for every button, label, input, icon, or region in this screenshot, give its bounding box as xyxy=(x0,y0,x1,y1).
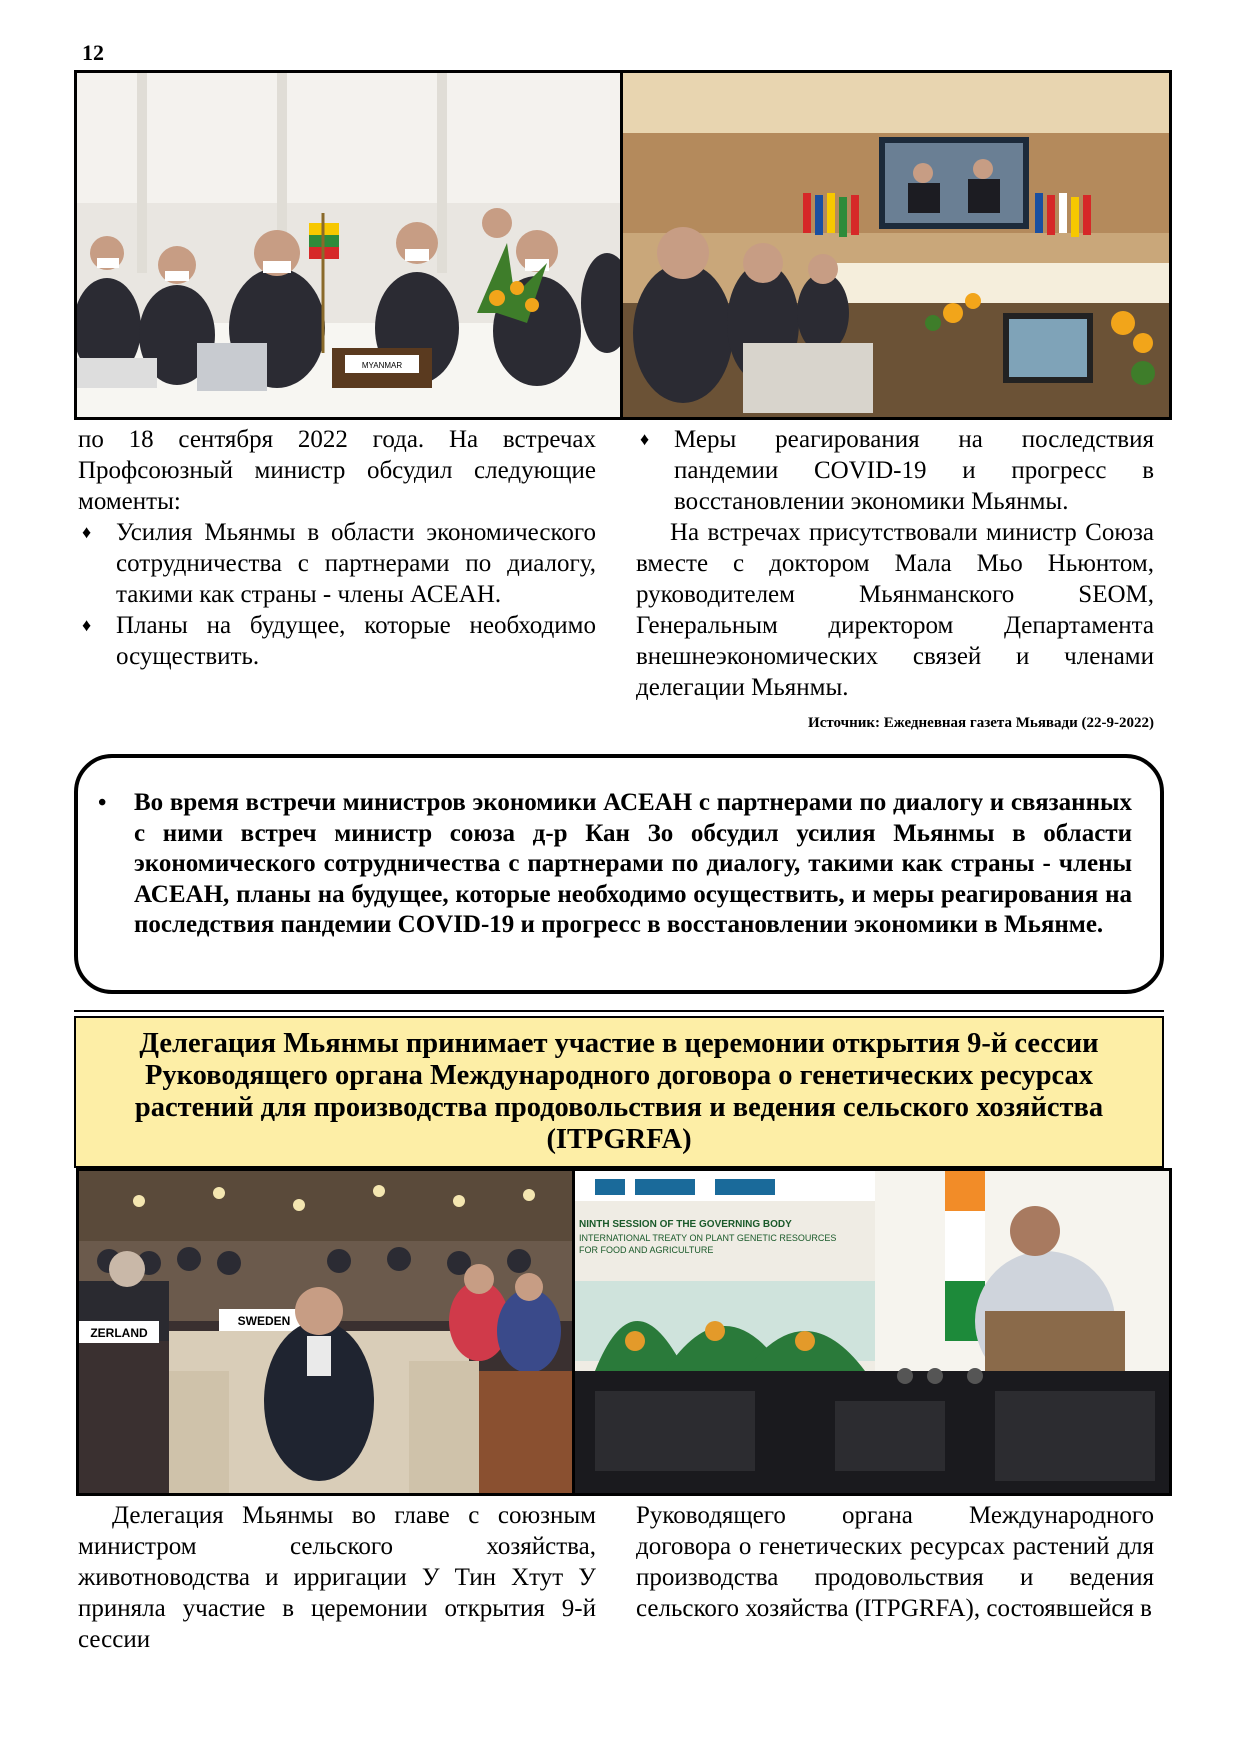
body-paragraph: Делегация Мьянмы во главе с союзным министром сельского хозяйства, животноводства и ирригации У Тин Хтут У приняла участие в церемонии открытия 9-й сессии xyxy=(78,1502,596,1653)
article-headline xyxy=(74,1016,1164,1168)
bullet-list-left xyxy=(78,517,596,672)
bullet-list-right xyxy=(636,424,1154,517)
placard-text: ZERLAND xyxy=(90,1326,148,1340)
headline-line: Делегация Мьянмы принимает участие в церемонии открытия 9-й сессии xyxy=(139,1028,1099,1059)
section-divider xyxy=(74,1010,1164,1012)
article-column-right xyxy=(636,424,1154,703)
banner-text: FOR FOOD AND AGRICULTURE xyxy=(579,1245,714,1255)
article-column-left xyxy=(78,424,596,672)
page-number: 12 xyxy=(82,40,104,65)
photo-myanmar-delegation xyxy=(74,70,626,420)
list-item: ♦ Планы на будущее, которые необходимо осуществить. xyxy=(78,610,596,672)
source-credit: Источник: Ежедневная газета Мьявади (22-9-2022) xyxy=(808,715,1154,731)
placard-text: SWEDEN xyxy=(237,1314,291,1328)
list-item: ♦ Усилия Мьянмы в области экономического сотрудничества с партнерами по диалогу, такими как страны - члены АСЕАН. xyxy=(78,517,596,610)
attendees-paragraph: На встречах присутствовали министр Союза вместе с доктором Мала Мьо Ньюнтом, руководителем Мьянманского SEOM, Генеральным директором Департамента внешнеэкономических связей и членами делегации Мьянмы. xyxy=(636,519,1154,701)
summary-text: • Во время встречи министров экономики АСЕАН с партнерами по диалогу и связанных с ними встреч министр союза д-р Кан Зо обсудил усилия Мьянмы в области экономического сотрудничества с партнерами по диалогу, такими как страны - члены АСЕАН, планы на будущее, которые необходимо осуществить, и меры реагирования на последствия пандемии COVID-19 и прогресс в восстановлении экономики в Мьянме. xyxy=(134,788,1132,941)
banner-text: NINTH SESSION OF THE GOVERNING BODY xyxy=(579,1219,792,1230)
nameplate-text: MYANMAR xyxy=(361,361,403,370)
headline-line: (ITPGRFA) xyxy=(546,1124,692,1155)
summary-box xyxy=(74,754,1164,994)
headline-line: растений для производства продовольствия и ведения сельского хозяйства xyxy=(134,1092,1104,1123)
body-paragraph: Руководящего органа Международного договора о генетических ресурсах растений для производства продовольствия и ведения сельского хозяйства (ITPGRFA), состоявшейся в xyxy=(636,1502,1154,1622)
photo-opening-audience xyxy=(76,1168,578,1496)
photo-speaker-podium xyxy=(572,1168,1172,1496)
photo-conference-hall xyxy=(620,70,1172,420)
intro-paragraph: по 18 сентября 2022 года. На встречах Профсоюзный министр обсудил следующие моменты: xyxy=(78,426,596,515)
article2-column-right xyxy=(636,1500,1154,1624)
article2-column-left xyxy=(78,1500,596,1655)
list-item: ♦ Меры реагирования на последствия пандемии COVID-19 и прогресс в восстановлении экономики Мьянмы. xyxy=(636,424,1154,517)
headline-line: Руководящего органа Международного договора о генетических ресурсах xyxy=(144,1060,1094,1091)
banner-text: INTERNATIONAL TREATY ON PLANT GENETIC RESOURCES xyxy=(579,1233,837,1243)
